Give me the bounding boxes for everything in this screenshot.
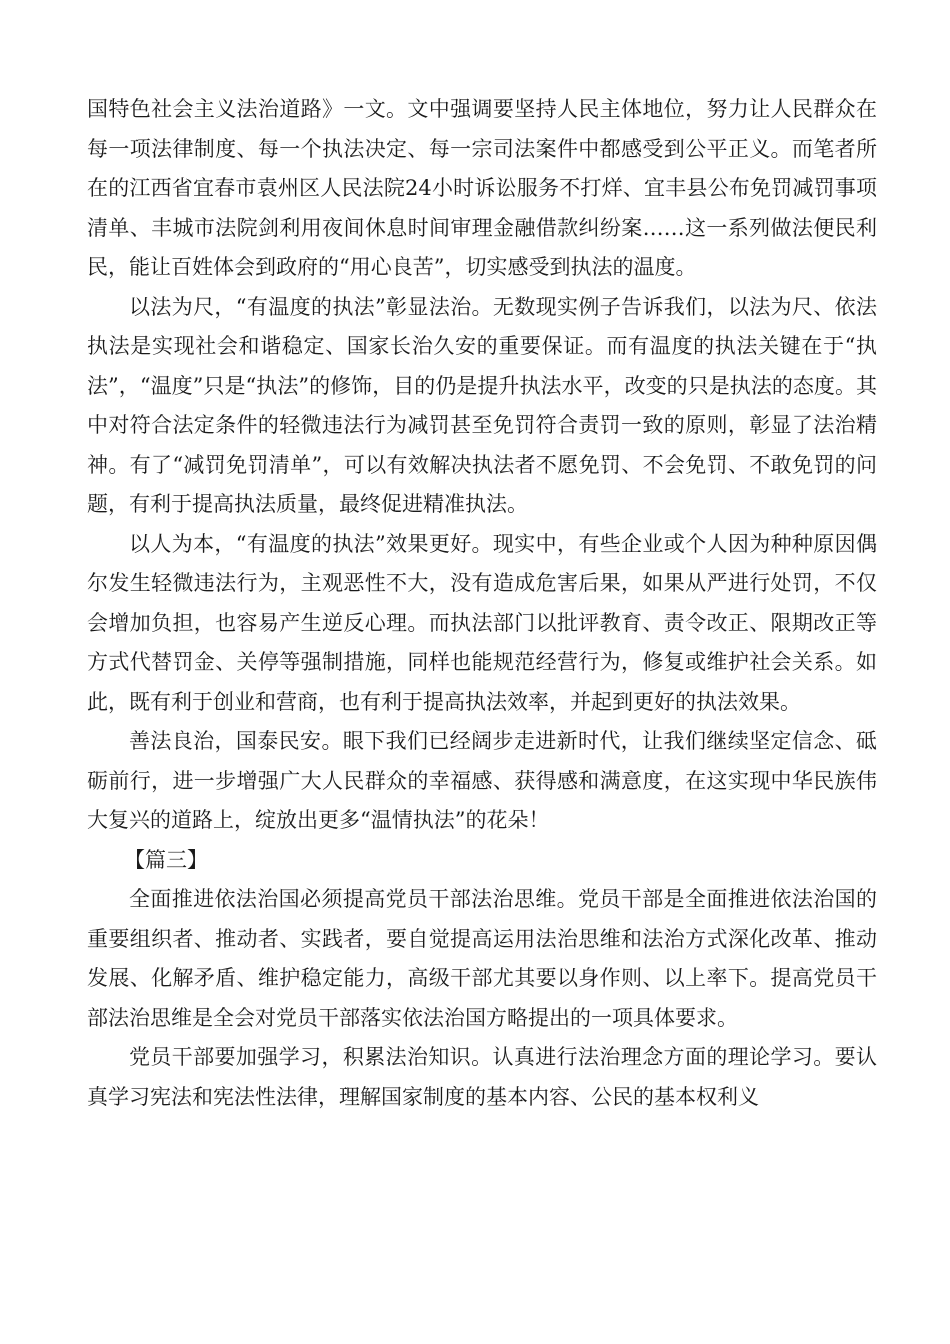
document-body [87,90,877,1117]
paragraph-rule-of-law-thinking: 全面推进依法治国必须提高党员干部法治思维。党员干部是全面推进依法治国的重要组织者、推动者、实践者，要自觉提高运用法治思维和法治方式深化改革、推动发展、化解矛盾、维护稳定能力，高级干部尤其要以身作则、以上率下。提高党员干部法治思维是全会对党员干部落实依法治国方略提出的一项具体要求。 [87,887,877,1030]
paragraph-continued: 国特色社会主义法治道路》一文。文中强调要坚持人民主体地位，努力让人民群众在每一项法律制度、每一个执法决定、每一宗司法案件中都感受到公平正义。而笔者所在的江西省宜春市袁州区人民法院24小时诉讼服务不打烊、宜丰县公布免罚减罚事项清单、丰城市法院剑利用夜间休息时间审理金融借款纠纷案……这一系列做法便民利民，能让百姓体会到政府的“用心良苦”，切实感受到执法的温度。 [87,97,877,279]
paragraph-good-governance: 善法良治，国泰民安。眼下我们已经阔步走进新时代，让我们继续坚定信念、砥砺前行，进一步增强广大人民群众的幸福感、获得感和满意度，在这实现中华民族伟大复兴的道路上，绽放出更多“温情执法”的花朵！ [87,729,877,832]
paragraph-people-oriented: 以人为本，“有温度的执法”效果更好。现实中，有些企业或个人因为种种原因偶尔发生轻微违法行为，主观恶性不大，没有造成危害后果，如果从严进行处罚，不仅会增加负担，也容易产生逆反心理。而执法部门以批评教育、责令改正、限期改正等方式代替罚金、关停等强制措施，同样也能规范经营行为，修复或维护社会关系。如此，既有利于创业和营商，也有利于提高执法效率，并起到更好的执法效果。 [87,531,877,714]
paragraph-law-as-ruler: 以法为尺，“有温度的执法”彰显法治。无数现实例子告诉我们，以法为尺、依法执法是实现社会和谐稳定、国家长治久安的重要保证。而有温度的执法关键在于“执法”，“温度”只是“执法”的修饰，目的仍是提升执法水平，改变的只是执法的态度。其中对符合法定条件的轻微违法行为减罚甚至免罚符合责罚一致的原则，彰显了法治精神。有了“减罚免罚清单”，可以有效解决执法者不愿免罚、不会免罚、不敢免罚的问题，有利于提高执法质量，最终促进精准执法。 [87,294,877,516]
paragraph-study-law: 党员干部要加强学习，积累法治知识。认真进行法治理念方面的理论学习。要认真学习宪法和宪法性法律，理解国家制度的基本内容、公民的基本权利义 [87,1045,877,1109]
section-heading: 【篇三】 [124,847,208,872]
